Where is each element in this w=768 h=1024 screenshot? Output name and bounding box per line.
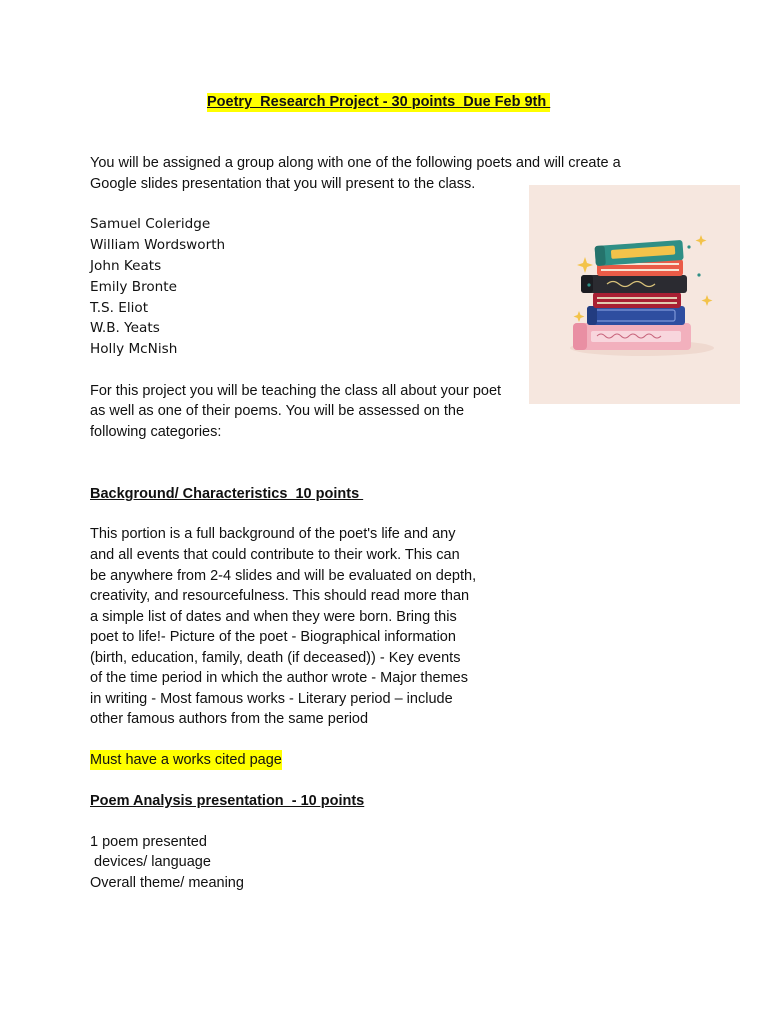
poem-analysis-item: devices/ language <box>90 854 211 870</box>
background-line: poet to life!- Picture of the poet - Biographical information <box>90 629 456 645</box>
project-line: following categories: <box>90 424 222 440</box>
poet-list-item: T.S. Eliot <box>90 300 149 316</box>
project-line: as well as one of their poems. You will be assessed on the <box>90 403 465 419</box>
poet-list-item: Samuel Coleridge <box>90 216 211 232</box>
project-line: For this project you will be teaching the class all about your poet <box>90 383 502 399</box>
intro-line: Google slides presentation that you will present to the class. <box>90 176 476 192</box>
background-line: in writing - Most famous works - Literary period – include <box>90 691 453 707</box>
poet-list-item: Holly McNish <box>90 341 178 357</box>
poet-list-item: Emily Bronte <box>90 279 177 295</box>
poem-analysis-item: Overall theme/ meaning <box>90 875 244 891</box>
page-title: Poetry Research Project - 30 points Due Feb 9th <box>207 94 551 110</box>
background-line: and all events that could contribute to their work. This can <box>90 547 460 563</box>
works-cited-note: Must have a works cited page <box>90 752 282 768</box>
intro-line: You will be assigned a group along with one of the following poets and will create a <box>90 155 621 171</box>
background-line: This portion is a full background of the poet's life and any <box>90 526 456 542</box>
background-line: a simple list of dates and when they were born. Bring this <box>90 609 457 625</box>
background-heading: Background/ Characteristics 10 points <box>90 486 364 502</box>
background-line: other famous authors from the same period <box>90 711 369 727</box>
background-line: of the time period in which the author wrote - Major themes <box>90 670 468 686</box>
stack-of-books-icon <box>529 185 740 404</box>
poem-analysis-item: 1 poem presented <box>90 834 207 850</box>
background-line: (birth, education, family, death (if deceased)) - Key events <box>90 650 461 666</box>
poet-list-item: John Keats <box>90 258 162 274</box>
background-line: creativity, and resourcefulness. This should read more than <box>90 588 470 604</box>
poem-analysis-heading: Poem Analysis presentation - 10 points <box>90 793 365 809</box>
poet-list-item: William Wordsworth <box>90 237 226 253</box>
poet-list-item: W.B. Yeats <box>90 320 160 336</box>
background-line: be anywhere from 2-4 slides and will be evaluated on depth, <box>90 568 477 584</box>
